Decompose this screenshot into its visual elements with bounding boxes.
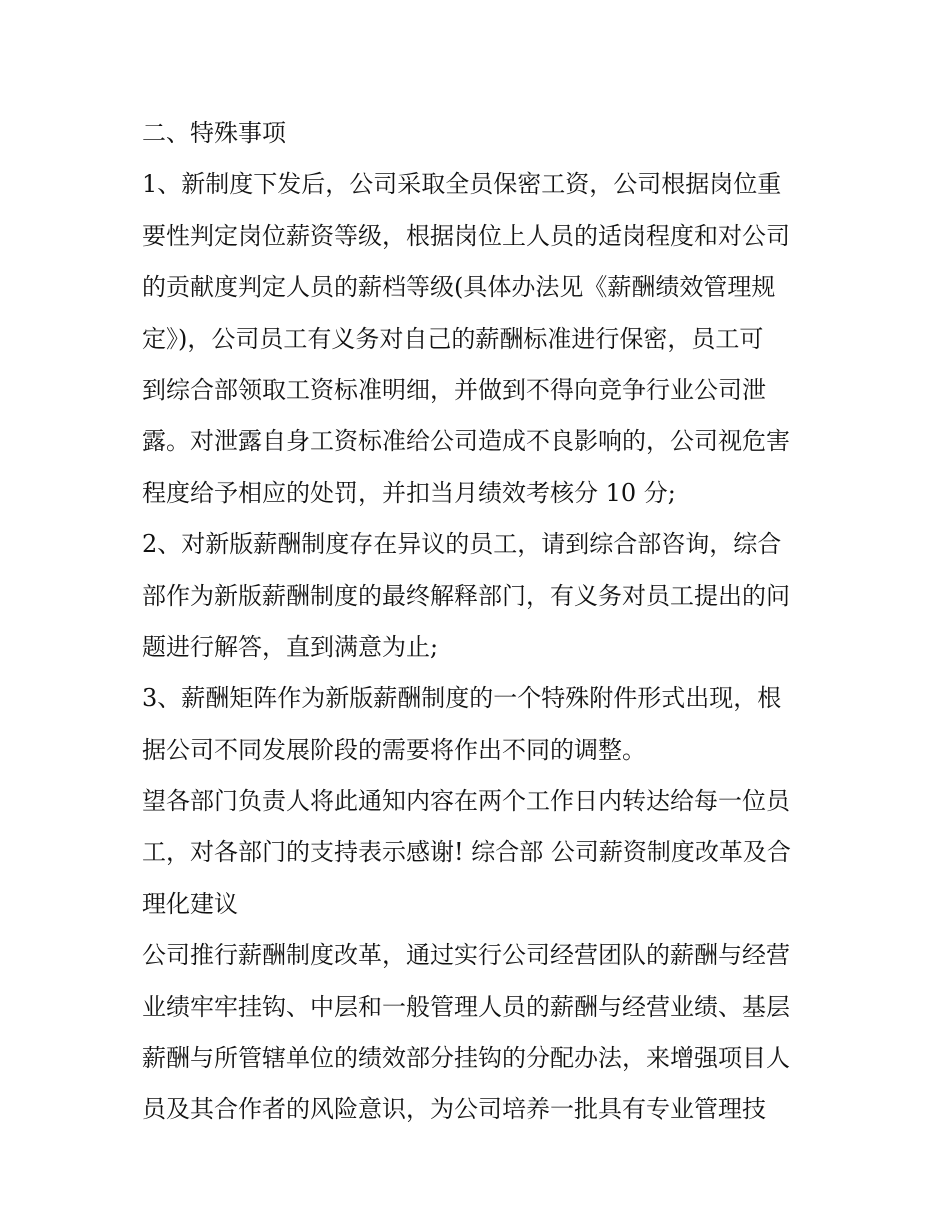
paragraph-line: 1、新制度下发后，公司采取全员保密工资，公司根据岗位重 <box>142 170 782 199</box>
paragraph-line: 2、对新版薪酬制度存在异议的员工，请到综合部咨询，综合 <box>142 530 782 559</box>
section-heading: 二、特殊事项 <box>142 119 286 147</box>
paragraph-line: 要性判定岗位薪资等级，根据岗位上人员的适岗程度和对公司 <box>142 221 790 250</box>
paragraph-line: 定》)，公司员工有义务对自己的薪酬标准进行保密，员工可 <box>142 324 764 353</box>
paragraph-line: 薪酬与所管辖单位的绩效部分挂钩的分配办法，来增强项目人 <box>142 1044 790 1073</box>
paragraph-line: 程度给予相应的处罚，并扣当月绩效考核分 10 分; <box>142 478 676 507</box>
paragraph-line: 的贡献度判定人员的薪档等级(具体办法见《薪酬绩效管理规 <box>142 273 776 302</box>
paragraph-line: 部作为新版薪酬制度的最终解释部门，有义务对员工提出的问 <box>142 581 790 610</box>
paragraph-line: 理化建议 <box>142 889 238 918</box>
paragraph-line: 业绩牢牢挂钩、中层和一般管理人员的薪酬与经营业绩、基层 <box>142 992 790 1021</box>
document-body <box>142 108 814 1136</box>
paragraph-line: 3、薪酬矩阵作为新版薪酬制度的一个特殊附件形式出现，根 <box>142 684 782 713</box>
paragraph-line: 望各部门负责人将此通知内容在两个工作日内转达给每一位员 <box>142 787 790 816</box>
paragraph-line: 工，对各部门的支持表示感谢! 综合部 公司薪资制度改革及合 <box>142 838 791 867</box>
paragraph-line: 据公司不同发展阶段的需要将作出不同的调整。 <box>142 735 646 764</box>
paragraph-line: 露。对泄露自身工资标准给公司造成不良影响的，公司视危害 <box>142 427 790 456</box>
paragraph-line: 题进行解答，直到满意为止; <box>142 632 439 661</box>
paragraph-line: 公司推行薪酬制度改革，通过实行公司经营团队的薪酬与经营 <box>142 941 790 970</box>
paragraph-line: 到综合部领取工资标准明细，并做到不得向竞争行业公司泄 <box>142 375 766 404</box>
paragraph-line: 员及其合作者的风险意识，为公司培养一批具有专业管理技 <box>142 1095 766 1124</box>
